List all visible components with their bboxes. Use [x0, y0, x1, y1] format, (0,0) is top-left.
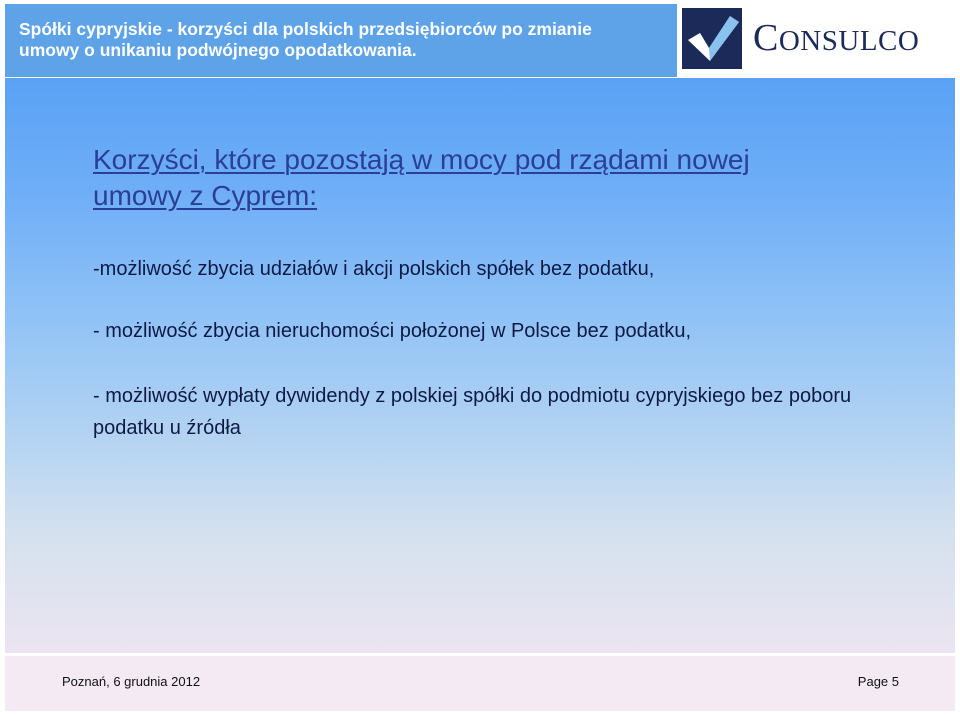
header-title-line1: Spółki cypryjskie - korzyści dla polskich przedsiębiorców po zmianie [19, 19, 592, 39]
consulco-logo [682, 8, 939, 69]
slide-heading-line2: umowy z Cyprem: [93, 180, 318, 211]
bullet-item: - możliwość zbycia nieruchomości położonej w Polsce bez podatku, [93, 320, 692, 342]
content-area [5, 78, 955, 653]
header-bar [5, 4, 677, 77]
footer [5, 656, 955, 711]
logo-initial: C [753, 17, 779, 59]
logo-rest: ONSULCO [778, 25, 920, 57]
bullet-item: -możliwość zbycia udziałów i akcji polskich spółek bez podatku, [93, 258, 655, 280]
slide-heading-line1: Korzyści, które pozostają w mocy pod rządami nowej [93, 144, 750, 175]
checkmark-icon [682, 8, 742, 69]
header-title [19, 19, 659, 61]
bullet-item: - możliwość wypłaty dywidendy z polskiej spółki do podmiotu cypryjskiego bez poboru podatku u źródła [93, 385, 852, 439]
page-number: Page 5 [857, 674, 899, 689]
footer-date: Poznań, 6 grudnia 2012 [62, 674, 201, 689]
logo-wordmark [753, 18, 919, 61]
header-title-line2: umowy o unikaniu podwójnego opodatkowania. [19, 40, 417, 60]
slide-heading [93, 142, 833, 214]
